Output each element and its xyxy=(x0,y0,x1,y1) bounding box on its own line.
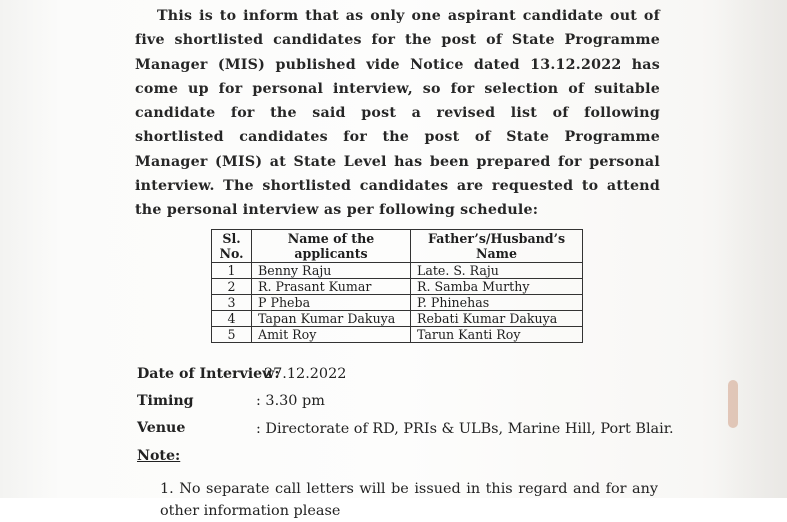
table-row xyxy=(212,311,583,327)
cell-sl: 2 xyxy=(212,279,252,295)
cell-father: Rebati Kumar Dakuya xyxy=(411,311,583,327)
header-name-line1: Name of the xyxy=(287,231,375,246)
header-father-line2: Name xyxy=(475,246,517,261)
header-father-line1: Father’s/Husband’s xyxy=(427,231,566,246)
venue-value: : Directorate of RD, PRIs & ULBs, Marine Hill, Port Blair. xyxy=(256,421,674,437)
cell-father: Tarun Kanti Roy xyxy=(411,327,583,343)
venue-label: Venue xyxy=(137,420,186,436)
header-father-name xyxy=(411,230,583,263)
cell-father: R. Samba Murthy xyxy=(411,279,583,295)
cell-name: Amit Roy xyxy=(252,327,411,343)
cell-sl: 3 xyxy=(212,295,252,311)
timing-label: Timing xyxy=(137,393,194,409)
edge-mark xyxy=(728,380,738,428)
note-item: 1. No separate call letters will be issued in this regard and for any other information please xyxy=(160,481,658,519)
timing-value: : 3.30 pm xyxy=(256,393,325,409)
date-label: Date of Interview: xyxy=(137,366,280,382)
cell-sl: 5 xyxy=(212,327,252,343)
intro-paragraph: This is to inform that as only one aspirant candidate out of five shortlisted candidates for the post of State Programme Manager (MIS) published vide Notice dated 13.12.2022 has come up for personal interview, so for selection of suitable candidate for the said post a revised list of following shortlisted candidates for the post of State Programme Manager (MIS) at State Level has been prepared for personal interview. The shortlisted candidates are requested to attend the personal interview as per following schedule: xyxy=(135,8,660,219)
cell-father: P. Phinehas xyxy=(411,295,583,311)
date-value: 27.12.2022 xyxy=(264,366,347,382)
header-name-line2: applicants xyxy=(294,246,368,261)
table-row xyxy=(212,263,583,279)
cell-name: Tapan Kumar Dakuya xyxy=(252,311,411,327)
cell-name: P Pheba xyxy=(252,295,411,311)
cell-father: Late. S. Raju xyxy=(411,263,583,279)
header-sl-no xyxy=(212,230,252,263)
header-applicant-name xyxy=(252,230,411,263)
cell-sl: 4 xyxy=(212,311,252,327)
header-sl-line2: No. xyxy=(219,246,244,261)
header-sl-line1: Sl. xyxy=(222,231,241,246)
table-row xyxy=(212,295,583,311)
table-header-row xyxy=(212,230,583,263)
table-row xyxy=(212,327,583,343)
candidates-table xyxy=(211,229,583,343)
note-heading: Note: xyxy=(137,448,181,464)
table-row xyxy=(212,279,583,295)
cell-sl: 1 xyxy=(212,263,252,279)
cell-name: R. Prasant Kumar xyxy=(252,279,411,295)
cell-name: Benny Raju xyxy=(252,263,411,279)
